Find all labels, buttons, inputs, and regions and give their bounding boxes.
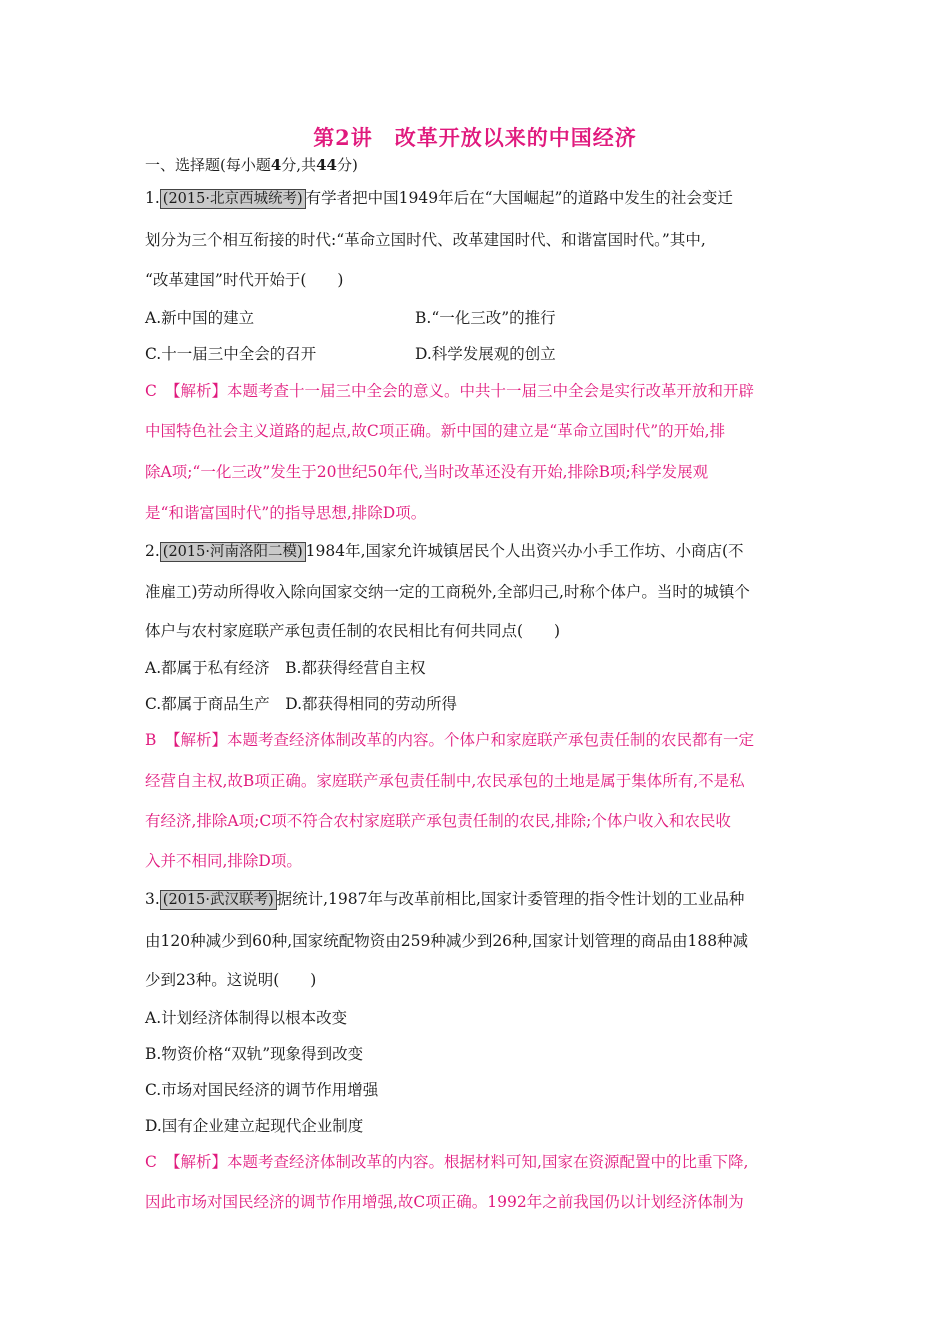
q3-source-tag: (2015·武汉联考)	[160, 890, 277, 910]
q1-source-tag: (2015·北京西城统考)	[160, 189, 306, 209]
q3-option-c: C.市场对国民经济的调节作用增强	[145, 1081, 379, 1099]
q2-source-tag: (2015·河南洛阳二模)	[160, 542, 306, 562]
q2-stem-line-3: 体户与农村家庭联产承包责任制的农民相比有何共同点( )	[145, 622, 561, 640]
q1-answer: C	[145, 382, 157, 400]
q1-analysis-line-3: 除A项;“一化三改”发生于20世纪50年代,当时改革还没有开始,排除B项;科学发展观	[145, 463, 709, 481]
q2-analysis-line-4: 入并不相同,排除D项。	[145, 852, 302, 870]
q3-analysis-line-2: 因此市场对国民经济的调节作用增强,故C项正确。1992年之前我国仍以计划经济体制为	[145, 1193, 744, 1211]
q3-stem-line-2: 由120种减少到60种,国家统配物资由259种减少到26种,国家计划管理的商品由188种减	[145, 932, 749, 950]
q1-analysis-line-2: 中国特色社会主义道路的起点,故C项正确。新中国的建立是“革命立国时代”的开始,排	[145, 422, 726, 440]
section-heading: 一、选择题(每小题4分,共44分)	[145, 156, 358, 174]
q1-stem-line-2: 划分为三个相互衔接的时代:“革命立国时代、改革建国时代、和谐富国时代。”其中,	[145, 231, 706, 249]
q3-option-a: A.计划经济体制得以根本改变	[145, 1009, 348, 1027]
q1-option-d: D.科学发展观的创立	[415, 345, 556, 363]
q1-analysis-line-1: C 【解析】本题考查十一届三中全会的意义。中共十一届三中全会是实行改革开放和开辟	[145, 382, 755, 400]
q3-answer: C	[145, 1153, 157, 1171]
q3-stem-line-1: 3. (2015·武汉联考) 据统计,1987年与改革前相比,国家计委管理的指令性计划的工业品种	[145, 890, 745, 908]
q1-option-b: B.“一化三改”的推行	[415, 309, 556, 327]
q1-stem-line-1: 1. (2015·北京西城统考) 有学者把中国1949年后在“大国崛起”的道路中发生的社会变迁	[145, 189, 733, 207]
q2-options-ab: A.都属于私有经济 B.都获得经营自主权	[145, 659, 426, 677]
q1-stem-line-3: “改革建国”时代开始于( )	[145, 271, 344, 289]
q1-option-a: A.新中国的建立	[145, 309, 255, 327]
q3-analysis-line-1: C 【解析】本题考查经济体制改革的内容。根据材料可知,国家在资源配置中的比重下降,	[145, 1153, 749, 1171]
page-title: 第2讲 改革开放以来的中国经济	[313, 125, 637, 150]
q3-option-d: D.国有企业建立起现代企业制度	[145, 1117, 364, 1135]
q3-option-b: B.物资价格“双轨”现象得到改变	[145, 1045, 364, 1063]
q1-analysis-line-4: 是“和谐富国时代”的指导思想,排除D项。	[145, 504, 427, 522]
q3-stem-line-3: 少到23种。这说明( )	[145, 971, 317, 989]
q2-analysis-line-3: 有经济,排除A项;C项不符合农村家庭联产承包责任制的农民,排除;个体户收入和农民收	[145, 812, 731, 830]
q2-analysis-line-1: B 【解析】本题考查经济体制改革的内容。个体户和家庭联产承包责任制的农民都有一定	[145, 731, 755, 749]
q2-options-cd: C.都属于商品生产 D.都获得相同的劳动所得	[145, 695, 458, 713]
q2-stem-line-1: 2. (2015·河南洛阳二模) 1984年,国家允许城镇居民个人出资兴办小手工作坊、小商店(不	[145, 542, 744, 560]
q2-analysis-line-2: 经营自主权,故B项正确。家庭联产承包责任制中,农民承包的土地是属于集体所有,不是私	[145, 772, 745, 790]
q2-answer: B	[145, 731, 157, 749]
q2-stem-line-2: 准雇工)劳动所得收入除向国家交纳一定的工商税外,全部归己,时称个体户。当时的城镇个	[145, 583, 750, 601]
q1-option-c: C.十一届三中全会的召开	[145, 345, 317, 363]
